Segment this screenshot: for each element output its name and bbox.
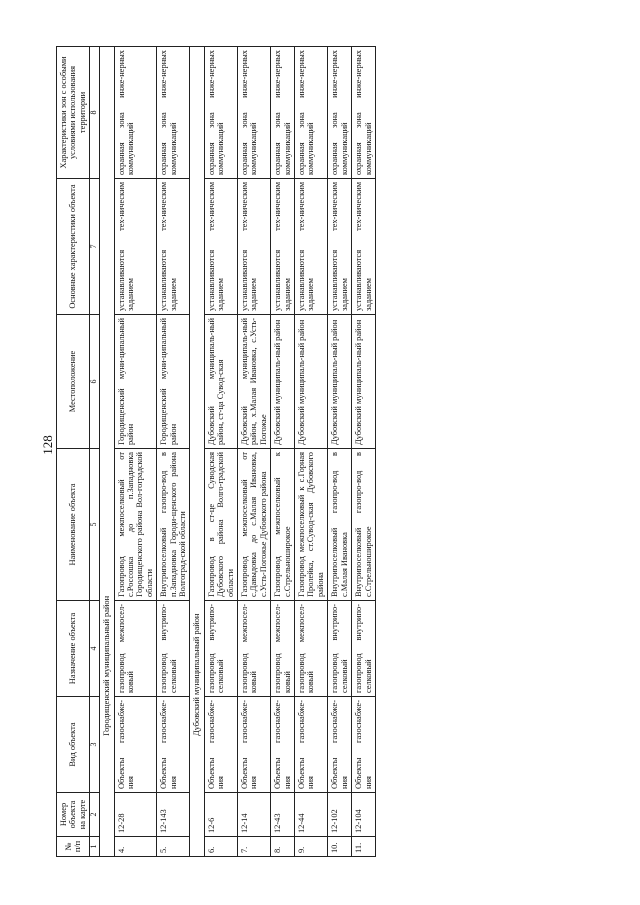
object-name: Газопровод межпоселковый от с.Давыдовка до с.Малая Ивановка, с.Усть-Погожье Дубовского района xyxy=(238,449,271,601)
table-row xyxy=(238,47,271,857)
section-row xyxy=(100,47,114,857)
column-number: 2 xyxy=(90,793,100,837)
header-cell: Наименование объекта xyxy=(57,449,90,601)
row-number: 9. xyxy=(295,837,328,857)
object-location: Дубовский муниципаль-ный район xyxy=(328,315,352,449)
object-characteristics: устанавливаются тех-ническим заданием xyxy=(204,179,237,315)
zone-characteristics: охранная зона инже-нерных коммуникаций xyxy=(352,47,376,179)
row-number: 4. xyxy=(114,837,157,857)
table-row xyxy=(328,47,352,857)
header-cell: Основные характеристики объекта xyxy=(57,179,90,315)
zone-characteristics: охранная зона инже-нерных коммуникаций xyxy=(328,47,352,179)
object-name: Газопровод межпоселковый к с.Горная Пролейка, ст.Сувод-ская Дубовского района xyxy=(295,449,328,601)
table-row xyxy=(157,47,190,857)
object-purpose: газопровод внутрипо-селковый xyxy=(328,601,352,697)
header-cell: Местоположение xyxy=(57,315,90,449)
map-number: 12-104 xyxy=(352,793,376,837)
page-number: 128 xyxy=(40,435,55,455)
table-row xyxy=(114,47,157,857)
row-number: 6. xyxy=(204,837,237,857)
object-characteristics: устанавливаются тех-ническим заданием xyxy=(352,179,376,315)
header-cell: № п/п xyxy=(57,837,90,857)
object-kind: Объекты газоснабже-ния xyxy=(271,697,295,793)
map-number: 12-102 xyxy=(328,793,352,837)
header-cell: Характеристики зон с особыми условиями использования территории xyxy=(57,47,90,179)
column-number-row xyxy=(90,47,100,857)
object-purpose: газопровод межпосел-ковый xyxy=(114,601,157,697)
column-number: 1 xyxy=(90,837,100,857)
object-kind: Объекты газоснабже-ния xyxy=(157,697,190,793)
object-name: Внутрипоселковый газопро-вод в с.Стрельноширокое xyxy=(352,449,376,601)
zone-characteristics: охранная зона инже-нерных коммуникаций xyxy=(271,47,295,179)
object-characteristics: устанавливаются тех-ническим заданием xyxy=(238,179,271,315)
object-purpose: газопровод внутрипо-селковый xyxy=(352,601,376,697)
zone-characteristics: охранная зона инже-нерных коммуникаций xyxy=(238,47,271,179)
object-characteristics: устанавливаются тех-ническим заданием xyxy=(114,179,157,315)
column-number: 5 xyxy=(90,449,100,601)
column-number: 8 xyxy=(90,47,100,179)
header-cell: Назначение объекта xyxy=(57,601,90,697)
objects-table xyxy=(56,46,376,857)
section-title: Городищенский муниципальный район xyxy=(100,47,114,857)
object-name: Внутрипоселковый газопро-вод в с.Малая Ивановка xyxy=(328,449,352,601)
header-row xyxy=(57,47,90,857)
row-number: 5. xyxy=(157,837,190,857)
table-row xyxy=(352,47,376,857)
column-number: 3 xyxy=(90,697,100,793)
object-kind: Объекты газоснабже-ния xyxy=(114,697,157,793)
section-row xyxy=(190,47,204,857)
object-location: Дубовский муниципаль-ный район xyxy=(352,315,376,449)
row-number: 8. xyxy=(271,837,295,857)
row-number: 10. xyxy=(328,837,352,857)
object-kind: Объекты газоснабже-ния xyxy=(328,697,352,793)
object-purpose: газопровод межпосел-ковый xyxy=(271,601,295,697)
map-number: 12-143 xyxy=(157,793,190,837)
map-number: 12-6 xyxy=(204,793,237,837)
object-location: Дубовский муниципаль-ный район, ст-ца Сувод-ская xyxy=(204,315,237,449)
object-kind: Объекты газоснабже-ния xyxy=(352,697,376,793)
object-name: Внутрипоселковый газопро-вод в п.Западновка Городи-щенского района Волгоград-ской области xyxy=(157,449,190,601)
column-number: 6 xyxy=(90,315,100,449)
map-number: 12-43 xyxy=(271,793,295,837)
table-row xyxy=(204,47,237,857)
zone-characteristics: охранная зона инже-нерных коммуникаций xyxy=(157,47,190,179)
zone-characteristics: охранная зона инже-нерных коммуникаций xyxy=(204,47,237,179)
object-purpose: газопровод внутрипо-селковый xyxy=(204,601,237,697)
object-location: Дубовский муниципаль-ный район, х.Малая Ивановка, с.Усть-Погожье xyxy=(238,315,271,449)
object-kind: Объекты газоснабже-ния xyxy=(204,697,237,793)
object-name: Газопровод межпоселковый от с.Россошка до п.Западновка Городищенского района Вол-гоградской области xyxy=(114,449,157,601)
object-characteristics: устанавливаются тех-ническим заданием xyxy=(271,179,295,315)
map-number: 12-28 xyxy=(114,793,157,837)
row-number: 7. xyxy=(238,837,271,857)
object-location: Городищенский муни-ципальный район xyxy=(114,315,157,449)
zone-characteristics: охранная зона инже-нерных коммуникаций xyxy=(295,47,328,179)
map-number: 12-44 xyxy=(295,793,328,837)
section-title: Дубовский муниципальный район xyxy=(190,47,204,857)
object-kind: Объекты газоснабже-ния xyxy=(295,697,328,793)
table-row xyxy=(271,47,295,857)
object-purpose: газопровод межпосел-ковый xyxy=(295,601,328,697)
header-cell: Номер объекта на карте xyxy=(57,793,90,837)
object-purpose: газопровод внутрипо-селковый xyxy=(157,601,190,697)
object-characteristics: устанавливаются тех-ническим заданием xyxy=(295,179,328,315)
object-location: Дубовский муниципаль-ный район xyxy=(295,315,328,449)
object-kind: Объекты газоснабже-ния xyxy=(238,697,271,793)
column-number: 4 xyxy=(90,601,100,697)
table-row xyxy=(295,47,328,857)
object-name: Газопровод в ст-це Суводская Дубовского района Волго-градской области xyxy=(204,449,237,601)
zone-characteristics: охранная зона инже-нерных коммуникаций xyxy=(114,47,157,179)
object-location: Дубовский муниципаль-ный район xyxy=(271,315,295,449)
header-cell: Вид объекта xyxy=(57,697,90,793)
column-number: 7 xyxy=(90,179,100,315)
object-location: Городищенский муни-ципальный район xyxy=(157,315,190,449)
row-number: 11. xyxy=(352,837,376,857)
map-number: 12-14 xyxy=(238,793,271,837)
object-characteristics: устанавливаются тех-ническим заданием xyxy=(328,179,352,315)
object-purpose: газопровод межпосел-ковый xyxy=(238,601,271,697)
object-name: Газопровод межпоселковый к с.Стрельноширокое xyxy=(271,449,295,601)
object-characteristics: устанавливаются тех-ническим заданием xyxy=(157,179,190,315)
